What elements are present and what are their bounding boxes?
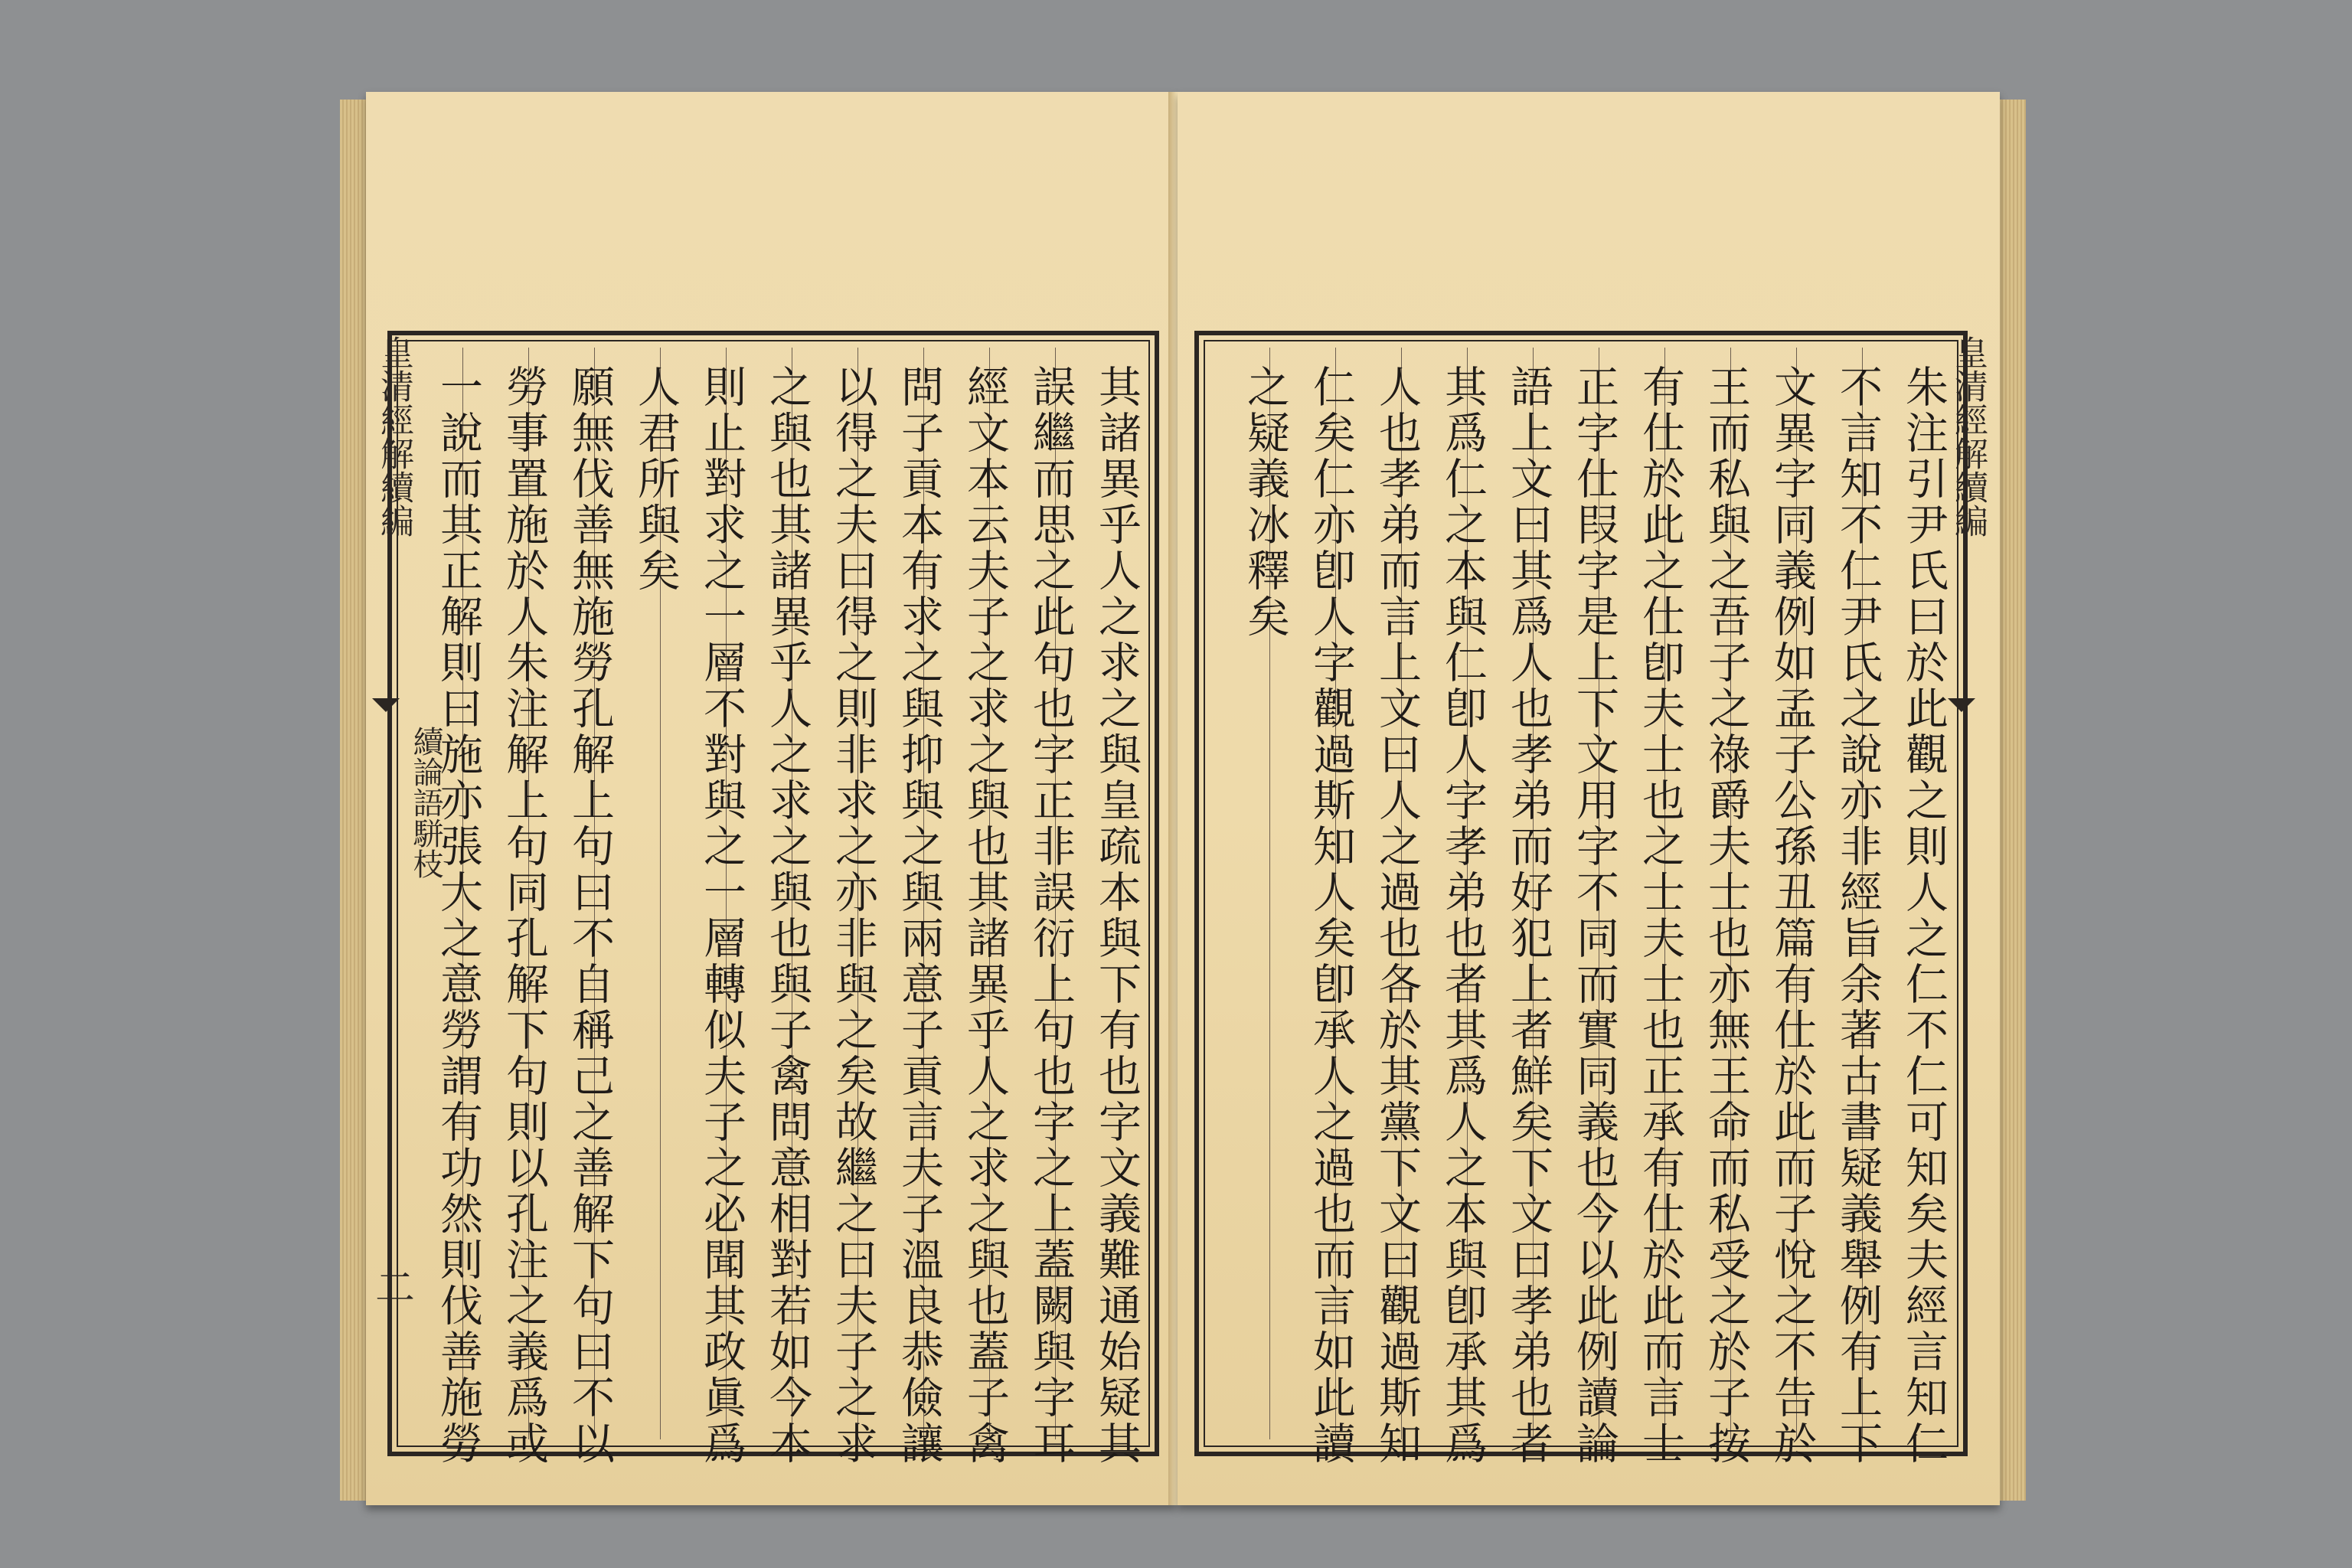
text-column: 朱注引尹氏曰於此觀之則人之仁不仁可知矣夫經言知仁 [1899, 364, 1949, 1467]
text-column: 願無伐善無施勞孔解上句曰不自稱己之善解下句曰不以 [565, 364, 615, 1467]
left-inner-border [397, 340, 1150, 1467]
text-column: 問子貢本有求之與抑與之與兩意子貢言夫子溫良恭儉讓 [894, 364, 944, 1467]
right-page-edges [1995, 100, 2026, 1501]
text-column: 仁矣仁亦卽人字觀過斯知人矣卽承人之過也而言如此讀 [1306, 364, 1356, 1467]
text-column: 勞事置施於人朱注解上句同孔解下句則以孔注之義爲或 [499, 364, 549, 1467]
text-column: 王而私與之吾子之祿爵夫士也亦無王命而私受之於子按 [1701, 364, 1751, 1467]
text-column: 誤繼而思之此句也字正非誤衍上句也字之上蓋闕與字耳 [1026, 364, 1076, 1467]
left-margin-subtitle: 續論語駢枝 [408, 726, 443, 879]
text-column: 正字仕叚字是上下文用字不同而實同義也今以此例讀論 [1570, 364, 1619, 1467]
left-text-frame [387, 331, 1159, 1467]
text-column: 以得之夫曰得之則非求之亦非與之矣故繼之曰夫子之求 [828, 364, 878, 1467]
text-column: 則止對求之一層不對與之一層轉似夫子之必聞其政眞爲 [697, 364, 746, 1467]
text-column: 之疑義冰釋矣 [1240, 364, 1290, 640]
text-column: 一說而其正解則曰施亦張大之意勞謂有功然則伐善施勞 [433, 364, 483, 1467]
open-book [366, 92, 2000, 1505]
folio-number: 二 [375, 1266, 416, 1312]
left-page [366, 92, 1176, 1505]
text-column: 文異字同義例如孟子公孫丑篇有仕於此而子悅之不告於 [1767, 364, 1817, 1467]
right-margin-title: 皇清經解續編 [1949, 335, 1988, 537]
text-column: 其爲仁之本與仁卽人字孝弟也者其爲人之本與卽承其爲 [1438, 364, 1488, 1467]
right-text-frame [1194, 331, 1968, 1467]
left-margin-title: 皇清經解續編 [374, 335, 413, 537]
text-column: 經文本云夫子之求之與也其諸異乎人之求之與也蓋子禽 [960, 364, 1010, 1467]
text-column: 人也孝弟而言上文曰人之過也各於其黨下文曰觀過斯知 [1372, 364, 1422, 1467]
text-column: 語上文曰其爲人也孝弟而好犯上者鮮矣下文曰孝弟也者 [1504, 364, 1553, 1467]
text-column: 其諸異乎人之求之與皇疏本與下有也字文義難通始疑其 [1092, 364, 1142, 1467]
text-column: 有仕於此之仕卽夫士也之士夫士也正承有仕於此而言士 [1635, 364, 1685, 1467]
text-column: 人君所與矣 [631, 364, 681, 594]
right-inner-border [1204, 340, 1958, 1467]
text-column: 不言知不仁尹氏之說亦非經旨余著古書疑義舉例有上下 [1833, 364, 1883, 1467]
text-column: 之與也其諸異乎人之求之與也與子禽問意相對若如今本 [763, 364, 812, 1467]
